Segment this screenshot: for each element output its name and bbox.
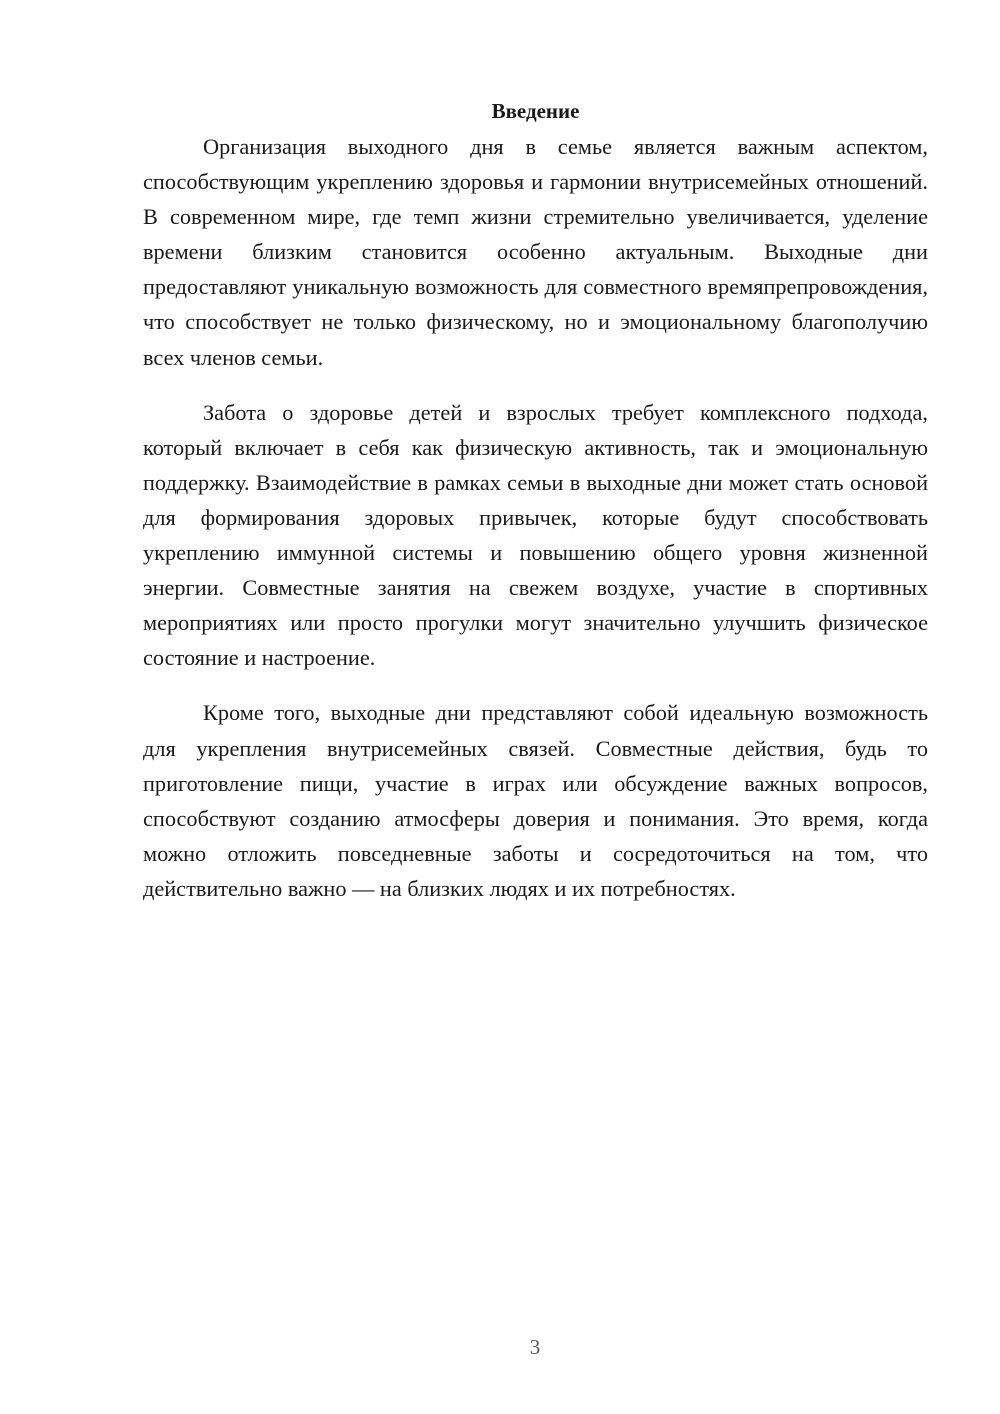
paragraph-3: Кроме того, выходные дни представляют собой идеальную возможность для укрепления внутрисемейных связей. Совместные действия, будь то приготовление пищи, участие в играх или обсуждение важных вопросов, способствуют созданию атмосферы доверия и понимания. Это время, когда можно отложить повседневные заботы и сосредоточиться на том, что действительно важно — на близких людях и их потребностях. bbox=[143, 700, 928, 901]
page-number: 3 bbox=[529, 1335, 541, 1359]
section-title: Введение bbox=[491, 99, 580, 123]
paragraph-2: Забота о здоровье детей и взрослых требует комплексного подхода, который включает в себя как физическую активность, так и эмоциональную поддержку. Взаимодействие в рамках семьи в выходные дни может стать основой для формирования здоровых привычек, которые будут способствовать укреплению иммунной системы и повышению общего уровня жизненной энергии. Совместные занятия на свежем воздухе, участие в спортивных мероприятиях или просто прогулки могут значительно улучшить физическое состояние и настроение. bbox=[143, 399, 928, 671]
paragraph-1: Организация выходного дня в семье является важным аспектом, способствующим укреплению здоровья и гармонии внутрисемейных отношений. В современном мире, где темп жизни стремительно увеличивается, уделение времени близким становится особенно актуальным. Выходные дни предоставляют уникальную возможность для совместного времяпрепровождения, что способствует не только физическому, но и эмоциональному благополучию всех членов семьи. bbox=[143, 134, 928, 370]
page-content bbox=[143, 94, 928, 906]
